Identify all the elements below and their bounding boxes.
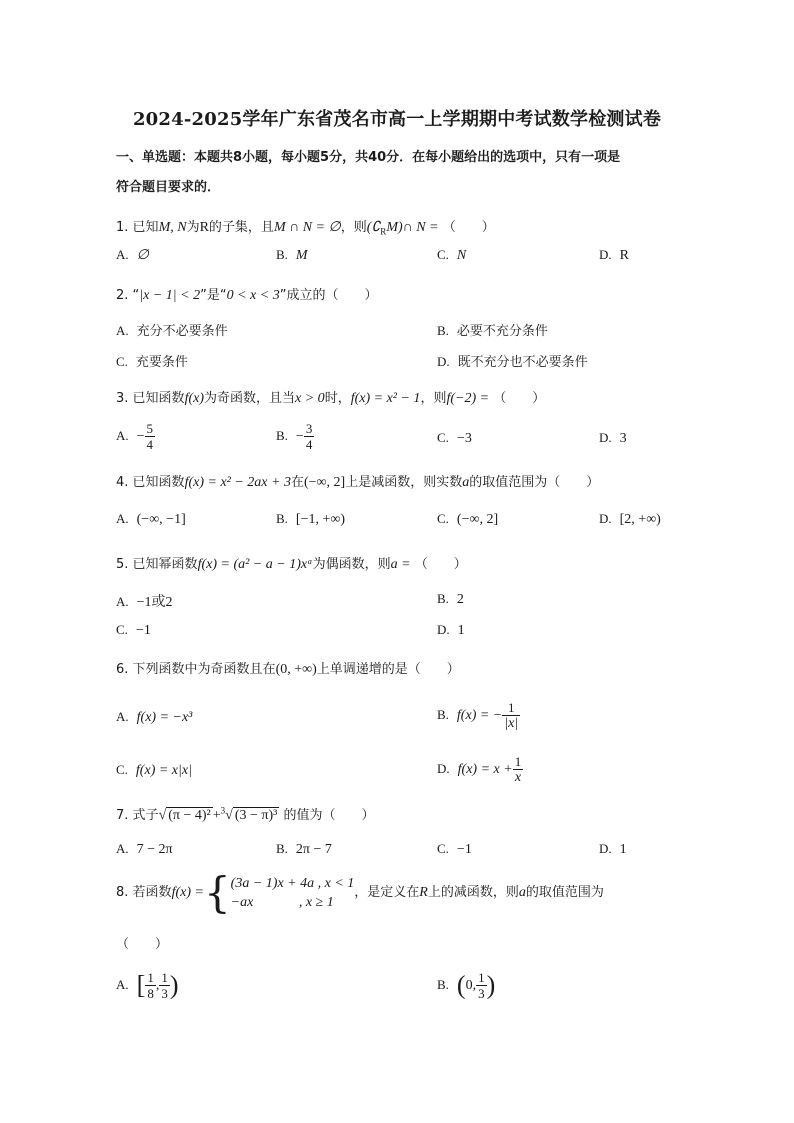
option-text: (−∞, −1]	[136, 512, 186, 527]
option-label: C.	[437, 247, 449, 262]
q5-option-d	[437, 622, 465, 639]
q8-text: 的取值范围为	[525, 885, 604, 900]
question-number: 1.	[116, 220, 129, 235]
q3-text: 时，	[324, 391, 351, 406]
option-label: D.	[437, 354, 450, 369]
option-text: 充要条件	[135, 355, 188, 370]
fraction-denominator: 8	[147, 986, 154, 1001]
q5-option-b	[437, 591, 464, 608]
q7-option-c	[437, 841, 472, 858]
option-text: −3	[456, 431, 472, 446]
fraction	[145, 970, 156, 1001]
q2-option-b	[437, 320, 548, 339]
question-6	[116, 658, 460, 678]
q3-option-d	[599, 430, 627, 447]
q4-option-a	[116, 511, 186, 528]
question-number: 2.	[116, 288, 129, 303]
option-label: D.	[599, 247, 612, 262]
q8-text: ，是定义在	[354, 885, 420, 900]
fraction-numerator: 1	[514, 754, 522, 769]
q2-text: ”成立的（ ）	[279, 288, 378, 303]
q4-option-d	[599, 511, 661, 528]
option-text: −1	[135, 623, 151, 638]
q7-operator: +	[212, 808, 221, 823]
q2-text: “	[132, 288, 140, 303]
close-bracket: )	[169, 970, 179, 1000]
question-5	[116, 553, 467, 573]
option-label: B.	[437, 323, 449, 338]
q3-option-a	[116, 421, 155, 452]
q4-text: 在	[290, 475, 304, 490]
option-label: A.	[116, 511, 129, 526]
q1-expression: M)∩ N =	[386, 220, 439, 235]
fraction-numerator: 5	[146, 421, 154, 436]
fraction-denominator: 4	[146, 437, 154, 452]
section-instructions-line2: 符合题目要求的．	[116, 180, 221, 195]
q8-function: f(x) =	[171, 885, 204, 900]
q4-option-c	[437, 511, 498, 528]
fraction-denominator: 4	[305, 437, 313, 452]
option-text: (−∞, 2]	[456, 512, 499, 527]
q8-answer-blank: （ ）	[116, 937, 169, 952]
fraction-numerator: 1	[502, 700, 520, 716]
option-text: 1	[457, 623, 465, 638]
option-sign: −	[136, 429, 145, 444]
option-text: 3	[619, 431, 627, 446]
q5-option-c	[116, 622, 151, 639]
piece-2: −ax , x ≥ 1	[230, 894, 334, 910]
q3-option-b	[276, 421, 314, 452]
option-label: C.	[116, 762, 128, 777]
q8-variable: a	[518, 885, 526, 900]
option-text: 2	[456, 592, 464, 607]
option-text: R	[619, 248, 629, 263]
piece-1: (3a − 1)x + 4a , x < 1	[230, 875, 355, 891]
question-2	[116, 284, 377, 304]
q1-condition: M ∩ N = ∅	[273, 220, 341, 235]
fraction-numerator: 1	[478, 970, 485, 985]
option-label: A.	[116, 594, 129, 609]
option-text: f(x) = −x³	[136, 710, 193, 725]
question-number: 3.	[116, 391, 129, 406]
q4-text: 的取值范围为（ ）	[469, 475, 600, 490]
q3-text: 已知函数	[132, 391, 185, 406]
piecewise-definition	[231, 874, 355, 912]
fraction-denominator: 3	[478, 986, 485, 1001]
option-label: D.	[437, 622, 450, 637]
option-sign: −	[295, 429, 304, 444]
option-label: A.	[116, 709, 129, 724]
option-label: A.	[116, 428, 129, 443]
question-number: 4.	[116, 475, 129, 490]
q1-sub: R	[380, 226, 387, 237]
q2-text: ”是“	[200, 288, 227, 303]
option-text: N	[456, 248, 467, 263]
question-number: 5.	[116, 557, 129, 572]
q8-R: R	[419, 885, 428, 900]
fraction-numerator: 3	[305, 421, 313, 436]
section-instructions-line1: 一、单选题：本题共8小题，每小题5分，共40分．在每小题给出的选项中，只有一项是	[116, 150, 621, 165]
left-brace-icon: {	[203, 868, 231, 917]
q8-option-a: A. [ $\frac{1}{8}$ , $\frac{1}{3}$ )	[116, 970, 179, 1001]
option-label: B.	[437, 977, 449, 992]
q7-radicand-2: (3 − π)³	[234, 808, 278, 823]
q3-text: 为奇函数，且当	[204, 391, 296, 406]
fraction-denominator: 3	[161, 986, 168, 1001]
fraction-denominator: |x|	[504, 716, 519, 731]
answer-blank: （ ）	[442, 220, 495, 235]
fraction	[476, 970, 487, 1001]
q3-option-c	[437, 430, 472, 447]
q6-option-b	[437, 700, 520, 731]
q3-ask: f(−2) =	[446, 391, 490, 406]
option-label: D.	[599, 430, 612, 445]
option-text: 既不充分也不必要条件	[457, 355, 588, 370]
fraction	[145, 421, 156, 452]
q2-condition-1: |x − 1| < 2	[139, 288, 201, 303]
option-text: [−1, +∞)	[295, 512, 346, 527]
q8-text: 上的减函数，则	[427, 885, 519, 900]
q1-option-d	[599, 247, 629, 264]
q6-option-d	[437, 754, 523, 785]
option-label: D.	[599, 511, 612, 526]
option-label: C.	[437, 430, 449, 445]
question-7	[116, 804, 375, 824]
q3-condition: x > 0	[295, 391, 325, 406]
q1-text: 为	[186, 220, 200, 235]
q4-text: 已知函数	[132, 475, 185, 490]
q1-expression: (∁	[366, 220, 381, 235]
q4-variable: a	[462, 475, 470, 490]
q2-condition-2: 0 < x < 3	[226, 288, 280, 303]
q5-definition: f(x) = (a² − a − 1)xᵃ	[197, 557, 313, 572]
cube-root-icon: √	[225, 808, 233, 823]
fraction	[304, 421, 315, 452]
option-text: M	[295, 248, 308, 263]
option-label: A.	[116, 247, 129, 262]
close-bracket: )	[486, 970, 496, 1000]
q7-text: 式子	[132, 808, 159, 823]
option-label: B.	[276, 841, 288, 856]
open-bracket: (	[456, 970, 466, 1000]
q3-definition: f(x) = x² − 1	[350, 391, 421, 406]
q6-text: 上单调递增的是（ ）	[316, 662, 460, 677]
q7-root-index: 3	[220, 805, 226, 816]
question-8	[116, 868, 604, 917]
question-number: 6.	[116, 662, 129, 677]
q6-text: 下列函数中为奇函数且在	[132, 662, 276, 677]
page-title: 2024-2025学年广东省茂名市高一上学期期中考试数学检测试卷	[132, 109, 662, 130]
option-text: 2π − 7	[295, 842, 332, 857]
q3-text: ，则	[420, 391, 447, 406]
option-text: 7 − 2π	[136, 842, 173, 857]
option-label: B.	[437, 707, 449, 722]
q7-option-a	[116, 841, 173, 858]
option-label: C.	[437, 511, 449, 526]
option-label: B.	[437, 591, 449, 606]
q2-option-d	[437, 351, 588, 370]
option-label: C.	[116, 622, 128, 637]
q1-R: R	[199, 220, 209, 235]
option-label: B.	[276, 511, 288, 526]
q5-text: 为偶函数，则	[312, 557, 391, 572]
q1-text: 的子集，且	[208, 220, 274, 235]
q3-function: f(x)	[184, 391, 204, 406]
option-label: D.	[599, 841, 612, 856]
option-text: 1	[619, 842, 627, 857]
q1-option-b	[276, 247, 308, 264]
q7-option-b	[276, 841, 332, 858]
option-label: A.	[116, 323, 129, 338]
q7-option-d	[599, 841, 627, 858]
q8-text: 若函数	[132, 885, 172, 900]
question-number: 8.	[116, 885, 129, 900]
option-text: [2, +∞)	[619, 512, 661, 527]
option-text: ∅	[136, 248, 149, 263]
q6-interval: (0, +∞)	[275, 662, 317, 677]
open-bracket: [	[136, 970, 146, 1000]
question-4	[116, 471, 599, 491]
option-text: 0,	[465, 978, 477, 993]
q1-sets: M, N	[158, 220, 187, 235]
q8-option-b	[437, 970, 495, 1001]
option-text: f(x) = x|x|	[135, 763, 192, 778]
option-text: f(x) = x +	[457, 762, 513, 777]
q1-option-c	[437, 247, 466, 264]
q5-text: 已知幂函数	[132, 557, 198, 572]
fraction	[159, 970, 170, 1001]
option-label: B.	[276, 428, 288, 443]
option-text: −1	[456, 842, 472, 857]
q5-ask: a =	[390, 557, 411, 572]
option-label: C.	[437, 841, 449, 856]
option-text: 充分不必要条件	[136, 324, 228, 339]
q4-interval: (−∞, 2]	[303, 475, 346, 490]
q1-option-a	[116, 247, 149, 264]
q1-text: 已知	[132, 220, 159, 235]
q7-text: 的值为（ ）	[283, 808, 375, 823]
option-label: D.	[437, 761, 450, 776]
fraction	[513, 754, 524, 785]
q6-option-a	[116, 709, 192, 726]
option-text: −1或2	[136, 595, 173, 610]
fraction-numerator: 1	[147, 970, 154, 985]
q4-option-b	[276, 511, 345, 528]
q4-text: 上是减函数，则实数	[345, 475, 463, 490]
question-3	[116, 387, 545, 407]
option-label: A.	[116, 841, 129, 856]
q1-text: ，则	[340, 220, 367, 235]
option-text: 必要不充分条件	[456, 324, 548, 339]
answer-blank: （ ）	[493, 391, 546, 406]
option-label: A.	[116, 977, 129, 992]
q6-option-c	[116, 762, 192, 779]
option-text: f(x) = −	[456, 708, 503, 723]
q4-definition: f(x) = x² − 2ax + 3	[184, 475, 291, 490]
q5-option-a	[116, 591, 173, 611]
question-number: 7.	[116, 808, 129, 823]
option-label: C.	[116, 354, 128, 369]
fraction-denominator: x	[514, 770, 522, 785]
option-label: B.	[276, 247, 288, 262]
fraction-numerator: 1	[161, 970, 168, 985]
q7-radicand-1: (π − 4)²	[168, 808, 211, 823]
fraction	[502, 700, 520, 731]
q2-option-c	[116, 351, 188, 370]
sqrt-icon: √	[158, 808, 167, 823]
q2-option-a	[116, 320, 228, 339]
answer-blank: （ ）	[414, 557, 467, 572]
question-1	[116, 216, 495, 237]
